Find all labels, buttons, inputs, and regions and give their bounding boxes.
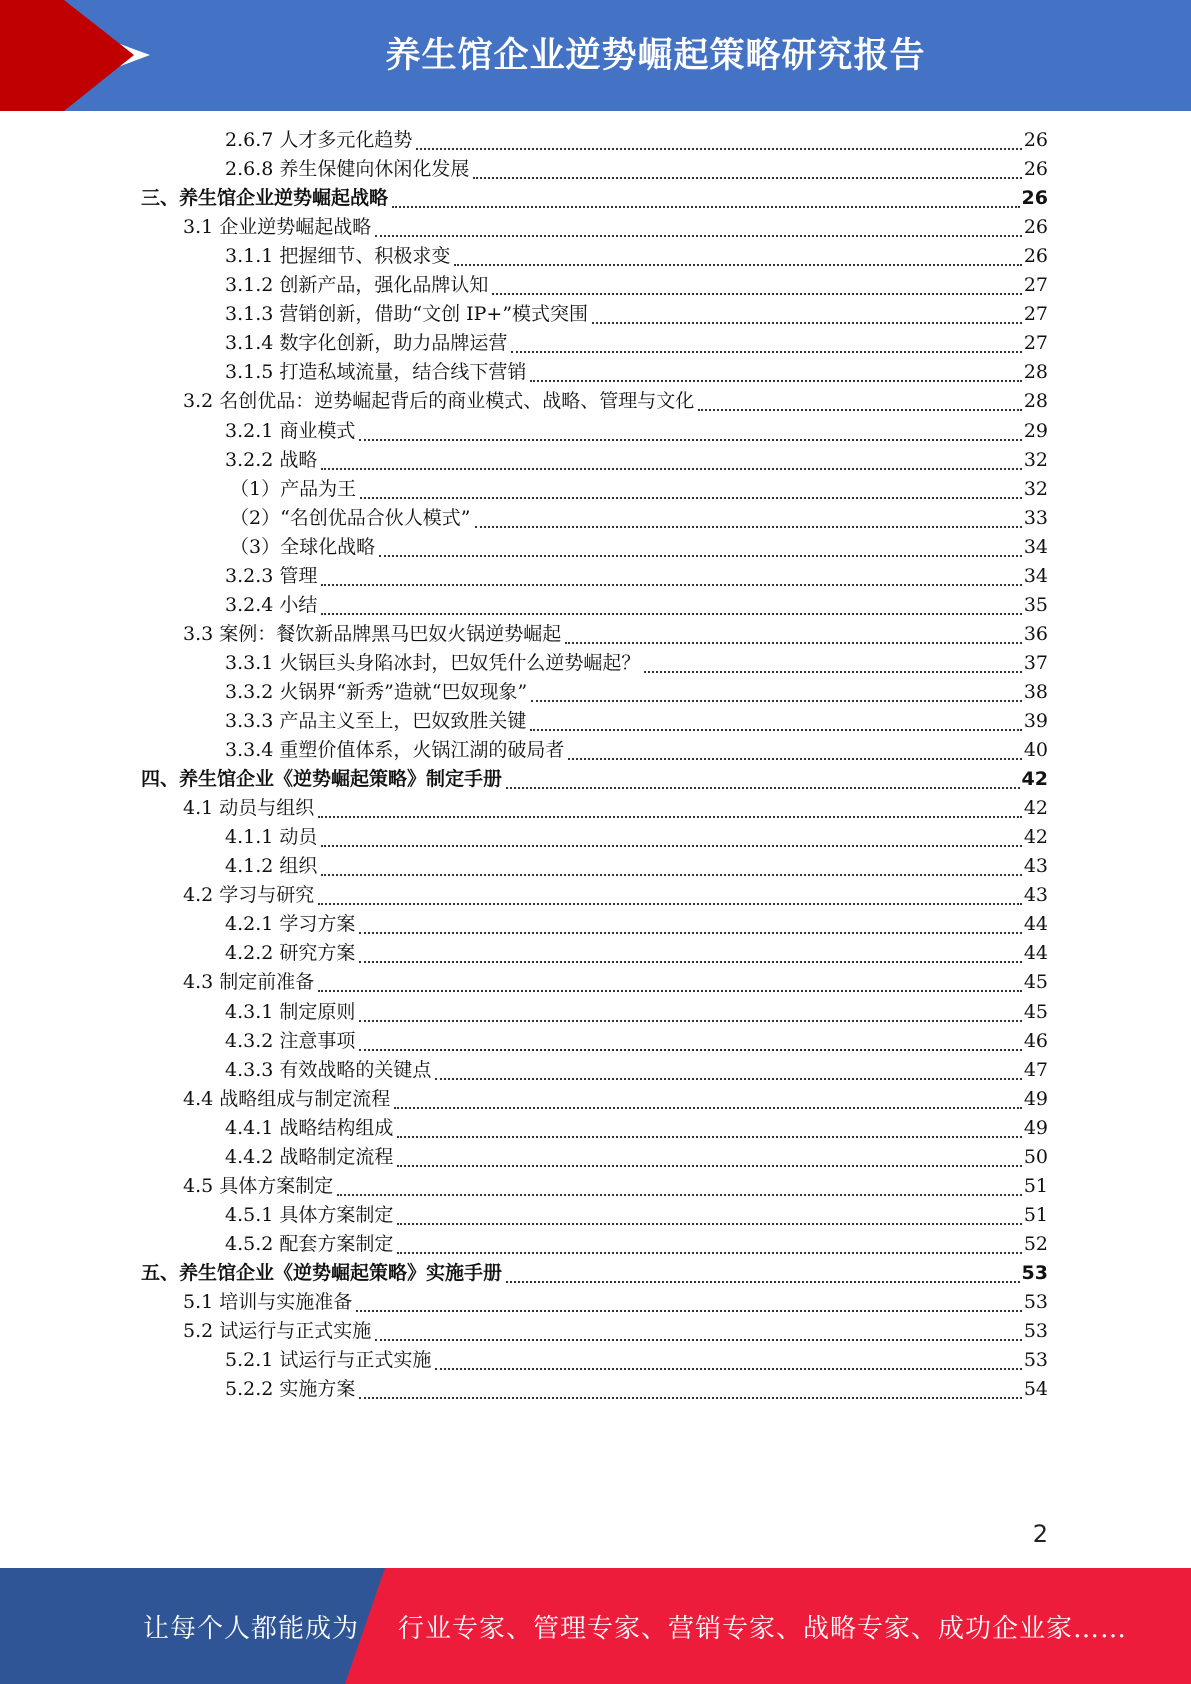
- toc-entry-title: 5.2.1 试运行与正式实施: [225, 1349, 432, 1372]
- toc-entry[interactable]: [225, 241, 1048, 272]
- toc-entry-page: 29: [1023, 419, 1048, 442]
- toc-entry-page: 33: [1023, 506, 1048, 529]
- toc-dot-leader: [337, 1194, 1022, 1196]
- toc-entry-page: 49: [1023, 1087, 1048, 1110]
- toc-entry-title: 4.5.2 配套方案制定: [225, 1232, 394, 1255]
- toc-dot-leader: [531, 700, 1022, 702]
- toc-dot-leader: [397, 1223, 1021, 1225]
- toc-entry-title: 3.1.2 创新产品，强化品牌认知: [225, 274, 489, 297]
- toc-entry[interactable]: [225, 154, 1048, 185]
- toc-entry[interactable]: [225, 677, 1048, 708]
- toc-entry[interactable]: [225, 125, 1048, 156]
- toc-dot-leader: [568, 758, 1021, 760]
- toc-entry-title: 2.6.8 养生保健向休闲化发展: [225, 158, 470, 181]
- toc-entry[interactable]: [225, 1142, 1048, 1173]
- toc-dot-leader: [359, 1020, 1021, 1022]
- toc-dot-leader: [511, 351, 1021, 353]
- toc-entry-page: 43: [1023, 855, 1048, 878]
- toc-entry[interactable]: [225, 328, 1048, 359]
- toc-entry[interactable]: [225, 706, 1048, 737]
- toc-dot-leader: [375, 235, 1022, 237]
- toc-entry[interactable]: [225, 445, 1048, 476]
- toc-entry[interactable]: [183, 212, 1048, 243]
- toc-entry-title: 3.3.1 火锅巨头身陷冰封，巴奴凭什么逆势崛起？: [225, 651, 641, 674]
- header-arrow-red: [64, 0, 134, 111]
- toc-entry[interactable]: [225, 822, 1048, 853]
- toc-entry[interactable]: [230, 532, 1048, 563]
- toc-entry-page: 26: [1021, 187, 1048, 210]
- toc-entry-title: （3）全球化战略: [230, 535, 376, 558]
- toc-entry-page: 34: [1023, 564, 1048, 587]
- toc-entry-title: 3.1.4 数字化创新，助力品牌运营: [225, 332, 508, 355]
- toc-entry[interactable]: [183, 880, 1048, 911]
- toc-dot-leader: [359, 439, 1021, 441]
- toc-dot-leader: [321, 874, 1021, 876]
- toc-dot-leader: [530, 729, 1021, 731]
- toc-entry-title: 4.1 动员与组织: [183, 797, 315, 820]
- toc-entry-page: 39: [1023, 710, 1048, 732]
- toc-entry-title: 4.2.2 研究方案: [225, 942, 356, 965]
- toc-dot-leader: [359, 961, 1021, 963]
- toc-dot-leader: [530, 380, 1021, 382]
- toc-entry-page: 42: [1021, 768, 1048, 791]
- toc-entry-title: 3.2.4 小结: [225, 593, 318, 616]
- toc-entry[interactable]: [225, 851, 1048, 882]
- toc-entry-page: 28: [1023, 361, 1048, 384]
- toc-entry-page: 43: [1023, 884, 1048, 907]
- toc-dot-leader: [360, 497, 1022, 499]
- toc-entry[interactable]: [183, 1084, 1048, 1115]
- toc-entry[interactable]: [225, 1229, 1048, 1260]
- toc-entry[interactable]: [225, 648, 1048, 679]
- toc-entry[interactable]: [183, 793, 1048, 824]
- toc-entry[interactable]: [183, 1316, 1048, 1347]
- toc-entry[interactable]: [225, 357, 1048, 388]
- footer-slogan-right: 行业专家、管理专家、营销专家、战略专家、成功企业家……: [398, 1614, 1128, 1644]
- toc-entry-page: 40: [1023, 739, 1048, 762]
- toc-dot-leader: [397, 1252, 1021, 1254]
- toc-entry[interactable]: [183, 1287, 1048, 1318]
- toc-entry-page: 44: [1023, 913, 1048, 936]
- toc-dot-leader: [321, 845, 1021, 847]
- toc-entry[interactable]: [225, 1345, 1048, 1376]
- toc-entry[interactable]: [141, 183, 1048, 214]
- toc-entry[interactable]: [225, 735, 1048, 766]
- toc-entry-page: 32: [1023, 477, 1048, 500]
- toc-entry[interactable]: [225, 299, 1048, 330]
- toc-entry-title: 3.1.3 营销创新，借助“文创 IP+”模式突围: [225, 303, 589, 326]
- toc-entry-title: 3.3.2 火锅界“新秀”造就“巴奴现象”: [225, 680, 528, 703]
- toc-entry-page: 49: [1023, 1116, 1048, 1139]
- toc-dot-leader: [416, 148, 1021, 150]
- toc-entry-page: 32: [1023, 448, 1048, 471]
- toc-entry[interactable]: [230, 503, 1048, 534]
- toc-entry[interactable]: [141, 1258, 1048, 1289]
- toc-dot-leader: [394, 1107, 1022, 1109]
- toc-entry-page: 53: [1023, 1349, 1048, 1372]
- toc-dot-leader: [435, 1078, 1021, 1080]
- toc-entry-page: 28: [1023, 390, 1048, 413]
- toc-entry-title: 4.1.1 动员: [225, 826, 318, 849]
- toc-entry-page: 53: [1021, 1261, 1048, 1284]
- header-title: 养生馆企业逆势崛起策略研究报告: [385, 36, 926, 76]
- toc-entry-title: 3.3.4 重塑价值体系，火锅江湖的破局者: [225, 739, 565, 762]
- toc-dot-leader: [492, 293, 1021, 295]
- toc-entry-title: 3.2.1 商业模式: [225, 419, 356, 442]
- toc-entry-title: 4.3.3 有效战略的关键点: [225, 1058, 432, 1081]
- toc-dot-leader: [565, 642, 1022, 644]
- toc-entry[interactable]: [225, 416, 1048, 447]
- toc-entry-title: 5.1 培训与实施准备: [183, 1291, 353, 1313]
- toc-entry[interactable]: [225, 561, 1048, 592]
- page-header: [0, 0, 1191, 111]
- toc-entry[interactable]: [225, 1113, 1048, 1144]
- page-footer: [0, 1568, 1191, 1684]
- toc-dot-leader: [475, 526, 1022, 528]
- toc-entry-page: 27: [1023, 303, 1048, 326]
- toc-entry[interactable]: [183, 619, 1048, 650]
- toc-entry[interactable]: [183, 386, 1048, 417]
- toc-entry[interactable]: [183, 1171, 1048, 1202]
- header-red-block: [0, 0, 64, 111]
- toc-entry-title: 5.2 试运行与正式实施: [183, 1320, 372, 1343]
- toc-entry-page: 26: [1023, 158, 1048, 181]
- toc-entry-page: 37: [1023, 651, 1048, 674]
- toc-dot-leader: [506, 1281, 1020, 1283]
- toc-entry-page: 45: [1023, 971, 1048, 994]
- toc-entry-title: 4.2 学习与研究: [183, 884, 315, 907]
- toc-entry[interactable]: [225, 1200, 1048, 1231]
- toc-entry-title: 五、养生馆企业《逆势崛起策略》实施手册: [141, 1261, 503, 1284]
- toc-entry[interactable]: [225, 590, 1048, 621]
- toc-entry-page: 36: [1023, 622, 1048, 645]
- toc-dot-leader: [644, 671, 1021, 673]
- toc-entry-title: 4.5 具体方案制定: [183, 1174, 334, 1197]
- toc-entry-title: 4.3.2 注意事项: [225, 1029, 356, 1052]
- toc-dot-leader: [435, 1368, 1021, 1370]
- toc-entry-page: 26: [1023, 129, 1048, 151]
- toc-entry-page: 27: [1023, 274, 1048, 297]
- toc-entry[interactable]: [225, 1374, 1048, 1405]
- toc-dot-leader: [397, 1136, 1021, 1138]
- toc-dot-leader: [592, 322, 1022, 324]
- toc-entry[interactable]: [230, 474, 1048, 505]
- toc-entry-title: 三、养生馆企业逆势崛起战略: [141, 187, 389, 210]
- toc-entry-title: 3.1.5 打造私域流量，结合线下营销: [225, 361, 527, 384]
- toc-entry-title: 3.2.2 战略: [225, 448, 318, 471]
- toc-dot-leader: [375, 1339, 1022, 1341]
- toc-entry-title: 3.2.3 管理: [225, 564, 318, 587]
- toc-entry[interactable]: [183, 967, 1048, 998]
- toc-entry-page: 46: [1023, 1029, 1048, 1052]
- toc-entry-title: 3.3 案例：餐饮新品牌黑马巴奴火锅逆势崛起: [183, 622, 562, 645]
- toc-entry-title: 3.1.1 把握细节、积极求变: [225, 245, 451, 268]
- toc-entry[interactable]: [225, 1026, 1048, 1057]
- toc-entry-title: 4.4.1 战略结构组成: [225, 1116, 394, 1139]
- toc-entry-title: 4.3 制定前准备: [183, 971, 315, 994]
- toc-dot-leader: [698, 409, 1022, 411]
- toc-entry[interactable]: [225, 909, 1048, 940]
- toc-dot-leader: [321, 468, 1021, 470]
- toc-dot-leader: [318, 816, 1022, 818]
- toc-entry-page: 52: [1023, 1232, 1048, 1255]
- toc-entry-page: 53: [1023, 1291, 1048, 1313]
- toc-entry-title: 4.1.2 组织: [225, 855, 318, 878]
- toc-dot-leader: [473, 177, 1021, 179]
- toc-entry-title: 3.3.3 产品主义至上，巴奴致胜关键: [225, 710, 527, 732]
- toc-entry-page: 34: [1023, 535, 1048, 558]
- toc-entry[interactable]: [141, 764, 1048, 795]
- toc-entry-page: 51: [1023, 1203, 1048, 1226]
- toc-entry-title: 4.5.1 具体方案制定: [225, 1203, 394, 1226]
- toc-entry-page: 27: [1023, 332, 1048, 355]
- toc-entry-title: （2）“名创优品合伙人模式”: [230, 506, 471, 529]
- toc-entry-page: 26: [1023, 245, 1048, 268]
- toc-dot-leader: [397, 1165, 1021, 1167]
- toc-entry-title: 2.6.7 人才多元化趋势: [225, 129, 413, 151]
- toc-entry-page: 50: [1023, 1145, 1048, 1168]
- toc-entry[interactable]: [225, 1055, 1048, 1086]
- toc-entry-page: 51: [1023, 1174, 1048, 1197]
- toc-dot-leader: [379, 555, 1022, 557]
- toc-entry-title: 4.3.1 制定原则: [225, 1000, 356, 1023]
- toc-entry-title: 4.4 战略组成与制定流程: [183, 1087, 391, 1110]
- toc-entry[interactable]: [225, 938, 1048, 969]
- page-number: 2: [1032, 1520, 1048, 1548]
- toc-dot-leader: [318, 990, 1022, 992]
- toc-entry-title: 4.2.1 学习方案: [225, 913, 356, 936]
- toc-dot-leader: [506, 787, 1020, 789]
- toc-entry-page: 54: [1023, 1378, 1048, 1401]
- toc-entry[interactable]: [225, 997, 1048, 1028]
- toc-entry-title: 4.4.2 战略制定流程: [225, 1145, 394, 1168]
- toc-entry-page: 42: [1023, 826, 1048, 849]
- toc-entry-page: 53: [1023, 1320, 1048, 1343]
- toc-entry-page: 26: [1023, 216, 1048, 239]
- toc-dot-leader: [392, 206, 1020, 208]
- toc-entry-page: 38: [1023, 680, 1048, 703]
- toc-dot-leader: [359, 1397, 1021, 1399]
- toc-entry-page: 45: [1023, 1000, 1048, 1023]
- footer-slogan-left: 让每个人都能成为: [143, 1614, 360, 1644]
- toc-dot-leader: [356, 1310, 1022, 1312]
- toc-dot-leader: [454, 264, 1021, 266]
- toc-dot-leader: [318, 903, 1022, 905]
- toc-dot-leader: [321, 584, 1021, 586]
- toc-entry-page: 44: [1023, 942, 1048, 965]
- toc-entry-title: 四、养生馆企业《逆势崛起策略》制定手册: [141, 768, 503, 791]
- toc-dot-leader: [359, 1049, 1021, 1051]
- toc-entry-title: 5.2.2 实施方案: [225, 1378, 356, 1401]
- toc-entry[interactable]: [225, 270, 1048, 301]
- toc-dot-leader: [321, 613, 1021, 615]
- toc-entry-page: 42: [1023, 797, 1048, 820]
- toc-dot-leader: [359, 932, 1021, 934]
- toc-entry-page: 47: [1023, 1058, 1048, 1081]
- toc-entry-page: 35: [1023, 593, 1048, 616]
- toc-entry-title: 3.1 企业逆势崛起战略: [183, 216, 372, 239]
- toc-entry-title: （1）产品为王: [230, 477, 357, 500]
- toc-entry-title: 3.2 名创优品：逆势崛起背后的商业模式、战略、管理与文化: [183, 390, 695, 413]
